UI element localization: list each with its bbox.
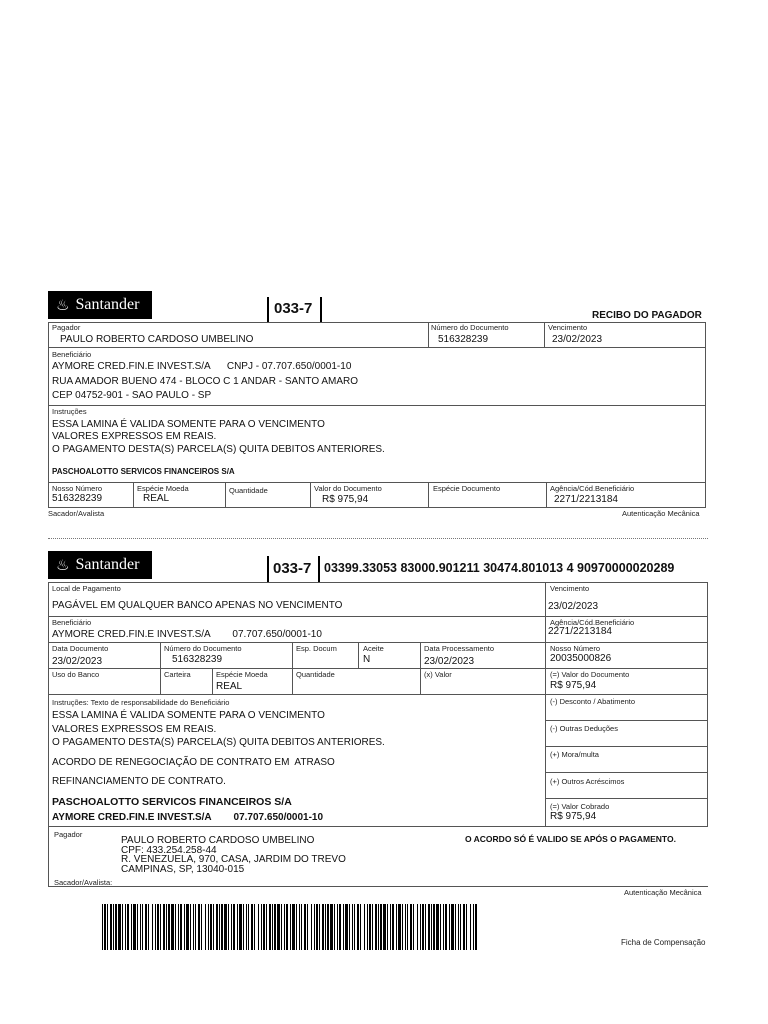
cobrado-label: (=) Valor Cobrado xyxy=(550,802,610,811)
beneficiario-label: Beneficiário xyxy=(52,350,92,359)
slip-instr-label: Instruções: Texto de responsabilidade do Beneficiário xyxy=(52,698,230,707)
x-valor-label: (x) Valor xyxy=(424,670,452,679)
autenticacao-label: Autenticação Mecânica xyxy=(622,509,700,518)
slip-agencia-label: Agência/Cód.Beneficiário xyxy=(550,618,635,627)
aceite-value: N xyxy=(363,654,371,665)
slip-beneficiario-bold: AYMORE CRED.FIN.E INVEST.S/A 07.707.650/0001-10 xyxy=(52,812,324,823)
pagador-label: Pagador xyxy=(52,323,81,332)
vencimento-label: Vencimento xyxy=(548,323,588,332)
slip-quantidade-label: Quantidade xyxy=(296,670,335,679)
ficha-label: Ficha de Compensação xyxy=(621,938,706,947)
company-name: PASCHOALOTTO SERVICOS FINANCEIROS S/A xyxy=(52,467,235,476)
bank-code-slip: 033-7 xyxy=(273,560,312,577)
bank-name: Santander xyxy=(75,296,140,313)
especie-doc-label: Espécie Documento xyxy=(433,484,501,493)
slip-pagador-name: PAULO ROBERTO CARDOSO UMBELINO xyxy=(121,835,315,846)
santander-logo-slip xyxy=(48,551,152,579)
slip-pagador-label: Pagador xyxy=(54,830,83,839)
instrucoes-label: Instruções xyxy=(52,407,87,416)
agencia-label: Agência/Cód.Beneficiário xyxy=(550,484,635,493)
slip-vencimento-value: 23/02/2023 xyxy=(548,601,599,612)
slip-especie-moeda-label: Espécie Moeda xyxy=(216,670,268,679)
flame-icon: ♨ xyxy=(56,297,70,314)
data-proc-value: 23/02/2023 xyxy=(424,656,475,667)
valor-doc-label: Valor do Documento xyxy=(314,484,382,493)
linha-digitavel: 03399.33053 83000.901211 30474.801013 4 90970000020289 xyxy=(324,561,675,575)
slip-vencimento-label: Vencimento xyxy=(550,584,590,593)
acrescimos-label: (+) Outros Acréscimos xyxy=(550,777,625,786)
num-doc-label: Número do Documento xyxy=(431,323,509,332)
carteira-label: Carteira xyxy=(164,670,191,679)
slip-beneficiario-value: AYMORE CRED.FIN.E INVEST.S/A 07.707.650/0001-10 xyxy=(52,629,322,640)
slip-autenticacao-label: Autenticação Mecânica xyxy=(624,888,702,897)
mora-label: (+) Mora/multa xyxy=(550,750,599,759)
receipt-frame xyxy=(48,322,706,508)
local-value: PAGÁVEL EM QUALQUER BANCO APENAS NO VENCIMENTO xyxy=(52,600,343,611)
quantidade-label: Quantidade xyxy=(229,486,268,495)
instr-line3: O PAGAMENTO DESTA(S) PARCELA(S) QUITA DEBITOS ANTERIORES. xyxy=(52,444,385,455)
vencimento-value: 23/02/2023 xyxy=(552,334,603,345)
aceite-label: Aceite xyxy=(363,644,384,653)
slip-agencia-value: 2271/2213184 xyxy=(548,626,612,637)
slip-instr1: ESSA LAMINA É VALIDA SOMENTE PARA O VENCIMENTO xyxy=(52,710,325,721)
slip-beneficiario-label: Beneficiário xyxy=(52,618,92,627)
slip-instr5: REFINANCIAMENTO DE CONTRATO. xyxy=(52,776,226,787)
agencia-value: 2271/2213184 xyxy=(554,494,618,505)
slip-pagador-addr1: R. VENEZUELA, 970, CASA, JARDIM DO TREVO xyxy=(121,854,346,865)
bank-code: 033-7 xyxy=(274,300,313,317)
data-proc-label: Data Processamento xyxy=(424,644,495,653)
desconto-label: (-) Desconto / Abatimento xyxy=(550,697,636,706)
beneficiario-line3: CEP 04752-901 - SAO PAULO - SP xyxy=(52,390,212,401)
slip-company: PASCHOALOTTO SERVICOS FINANCEIROS S/A xyxy=(52,796,292,808)
barcode xyxy=(102,904,478,950)
data-doc-label: Data Documento xyxy=(52,644,109,653)
slip-instr4: ACORDO DE RENEGOCIAÇÃO DE CONTRATO EM ATRASO xyxy=(52,757,335,768)
cut-line xyxy=(48,538,708,539)
beneficiario-line1: AYMORE CRED.FIN.E INVEST.S/A CNPJ - 07.707.650/0001-10 xyxy=(52,361,352,372)
data-doc-value: 23/02/2023 xyxy=(52,656,103,667)
instr-line1: ESSA LAMINA É VALIDA SOMENTE PARA O VENCIMENTO xyxy=(52,419,325,430)
local-label: Local de Pagamento xyxy=(52,584,121,593)
deducoes-label: (-) Outras Deduções xyxy=(550,724,618,733)
num-doc-value: 516328239 xyxy=(438,334,489,345)
slip-pagador-addr2: CAMPINAS, SP, 13040-015 xyxy=(121,864,245,875)
slip-valor-doc-value: R$ 975,94 xyxy=(550,680,597,691)
acordo-note: O ACORDO SÓ É VALIDO SE APÓS O PAGAMENTO. xyxy=(465,834,676,844)
slip-instr3: O PAGAMENTO DESTA(S) PARCELA(S) QUITA DEBITOS ANTERIORES. xyxy=(52,737,385,748)
flame-icon: ♨ xyxy=(56,557,70,574)
beneficiario-line2: RUA AMADOR BUENO 474 - BLOCO C 1 ANDAR - SANTO AMARO xyxy=(52,376,359,387)
esp-doc-label: Esp. Docum xyxy=(296,644,337,653)
slip-instr2: VALORES EXPRESSOS EM REAIS. xyxy=(52,724,217,735)
slip-num-doc-label: Número do Documento xyxy=(164,644,242,653)
sacador-label: Sacador/Avalista xyxy=(48,509,105,518)
valor-doc-value: R$ 975,94 xyxy=(322,494,369,505)
slip-nosso-numero-value: 20035000826 xyxy=(550,653,612,664)
slip-num-doc-value: 516328239 xyxy=(172,654,223,665)
uso-banco-label: Uso do Banco xyxy=(52,670,100,679)
especie-moeda-label: Espécie Moeda xyxy=(137,484,189,493)
slip-pagador-cpf: CPF: 433.254.258-44 xyxy=(121,845,217,856)
pagador-value: PAULO ROBERTO CARDOSO UMBELINO xyxy=(60,334,254,345)
santander-logo xyxy=(48,291,152,319)
slip-especie-moeda-value: REAL xyxy=(216,681,243,692)
nosso-numero-value: 516328239 xyxy=(52,493,103,504)
slip-valor-doc-label: (=) Valor do Documento xyxy=(550,670,630,679)
instr-line2: VALORES EXPRESSOS EM REAIS. xyxy=(52,431,217,442)
bank-name-slip: Santander xyxy=(75,556,140,573)
slip-sacador-label: Sacador/Avalista: xyxy=(54,878,113,887)
especie-moeda-value: REAL xyxy=(143,493,170,504)
nosso-numero-label: Nosso Número xyxy=(52,484,103,493)
slip-nosso-numero-label: Nosso Número xyxy=(550,644,601,653)
cobrado-value: R$ 975,94 xyxy=(550,811,597,822)
receipt-title: RECIBO DO PAGADOR xyxy=(592,310,702,321)
